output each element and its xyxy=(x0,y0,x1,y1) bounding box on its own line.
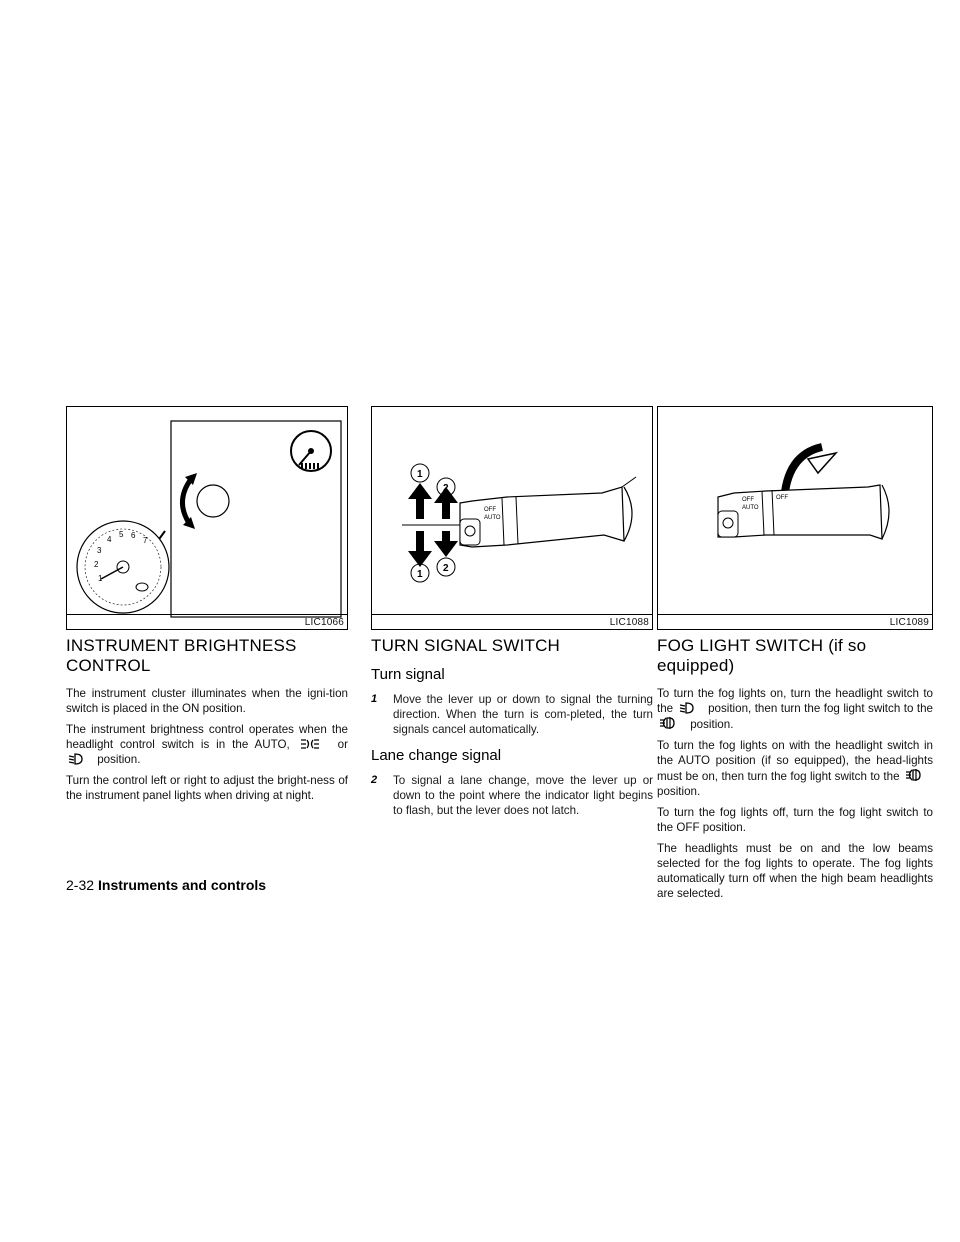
page-footer xyxy=(66,877,266,893)
section-title: TURN SIGNAL SWITCH xyxy=(371,636,561,655)
item-text: Move the lever up or down to signal the turning direction. When the turn is com-pleted, the turn signals cancel automatically. xyxy=(393,693,653,736)
figure-instrument-cluster xyxy=(66,406,348,630)
callout-number: 2 xyxy=(443,483,449,494)
figure-fog-light-switch xyxy=(657,406,933,630)
dial-number: 2 xyxy=(94,560,99,569)
dial-number: 7 xyxy=(143,536,148,545)
paragraph: The instrument cluster illuminates when the igni-tion switch is placed in the ON position. xyxy=(66,687,348,715)
turn-signal-lever-illustration xyxy=(372,407,653,630)
switch-label: AUTO xyxy=(484,515,501,521)
switch-label: OFF xyxy=(742,497,754,503)
headlight-icon xyxy=(68,753,84,765)
fog-light-icon xyxy=(905,768,923,782)
figure-rule xyxy=(372,614,652,615)
column-fog-light xyxy=(657,406,933,907)
dial-number: 6 xyxy=(131,531,136,540)
list-item xyxy=(371,773,653,818)
paragraph xyxy=(657,738,933,799)
dial-number: 1 xyxy=(98,574,103,583)
paragraph-text: position. xyxy=(690,718,734,731)
subsection-title: Turn signal xyxy=(371,666,445,683)
paragraph-text: The instrument brightness control operates when the headlight control switch is in the AUTO, xyxy=(66,723,348,751)
paragraph-text: To turn the fog lights on with the headlight switch in the AUTO position (if so equipped), the head-lights must be on, then turn the fog light switch to the xyxy=(657,739,933,783)
dial-number: 3 xyxy=(97,546,102,555)
paragraph xyxy=(66,722,348,767)
item-number: 1 xyxy=(371,693,378,705)
fog-light-switch-illustration xyxy=(658,407,933,630)
section-title: FOG LIGHT SWITCH (if so equipped) xyxy=(657,636,867,675)
dial-number: 4 xyxy=(107,535,112,544)
column-turn-signal xyxy=(371,406,653,824)
paragraph-text: position. xyxy=(657,785,701,798)
paragraph-text: or xyxy=(337,738,348,751)
figure-turn-signal-lever xyxy=(371,406,653,630)
figure-rule xyxy=(658,614,932,615)
paragraph-text: To turn the fog lights on, turn the headlight switch to the xyxy=(657,687,933,715)
paragraph: The headlights must be on and the low beams selected for the fog lights to operate. The fog lights automatically turn off when the high beam headlights are selected. xyxy=(657,842,933,900)
section-title: INSTRUMENT BRIGHTNESS CONTROL xyxy=(66,636,297,675)
page-number: 2-32 xyxy=(66,877,95,893)
figure-label: LIC1088 xyxy=(609,617,649,628)
paragraph-text: position. xyxy=(97,753,141,766)
dial-number: 5 xyxy=(119,530,124,539)
subsection-title: Lane change signal xyxy=(371,747,502,764)
figure-rule xyxy=(67,614,347,615)
switch-label: AUTO xyxy=(742,505,759,511)
paragraph xyxy=(657,686,933,732)
callout-number: 1 xyxy=(417,569,423,580)
list-item xyxy=(371,692,653,737)
callout-number: 1 xyxy=(417,469,423,480)
paragraph-text: position, then turn the fog light switch to the xyxy=(708,702,933,715)
paragraph: To turn the fog lights off, turn the fog light switch to the OFF position. xyxy=(657,806,933,834)
paragraph: Turn the control left or right to adjust the bright-ness of the instrument panel lights when driving at night. xyxy=(66,774,348,802)
fog-light-icon xyxy=(659,716,677,730)
figure-label: LIC1089 xyxy=(889,617,929,628)
column-instrument-brightness xyxy=(66,406,348,809)
figure-label: LIC1066 xyxy=(304,617,344,628)
callout-number: 2 xyxy=(443,563,449,574)
headlight-icon xyxy=(679,702,695,714)
item-number: 2 xyxy=(371,774,378,786)
switch-label: OFF xyxy=(776,495,788,501)
instrument-cluster-illustration xyxy=(67,407,348,630)
switch-label: OFF xyxy=(484,507,496,513)
parking-light-icon xyxy=(299,738,321,750)
chapter-title: Instruments and controls xyxy=(98,877,267,893)
item-text: To signal a lane change, move the lever up or down to the point where the indicator light begins to flash, but the lever does not latch. xyxy=(393,774,653,817)
